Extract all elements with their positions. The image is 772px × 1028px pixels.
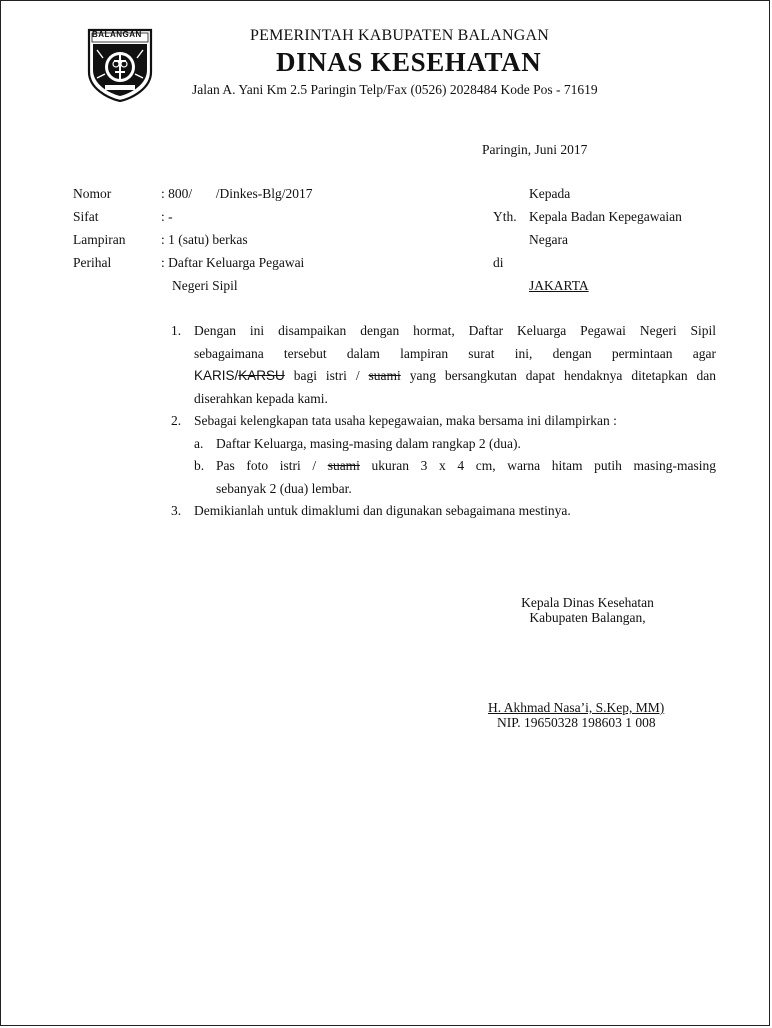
recipient-line2: Negara — [529, 232, 568, 247]
logo-label: BALANGAN — [92, 30, 142, 39]
item-number: 1. — [171, 323, 182, 338]
place-date: Paringin, Juni 2017 — [482, 142, 588, 157]
list-item — [171, 410, 716, 433]
paragraph-line: Daftar Keluarga, masing-masing dalam rangkap 2 (dua). — [216, 435, 521, 451]
suami-struck-text: suami — [327, 458, 360, 473]
recipient-city: JAKARTA — [529, 278, 589, 293]
paragraph-line: Sebagai kelengkapan tata usaha kepegawaian, maka bersama ini dilampirkan : — [194, 413, 617, 428]
list-item — [171, 500, 716, 523]
paragraph-line — [194, 365, 716, 388]
recipient-line1: Kepala Badan Kepegawaian — [529, 209, 682, 224]
signatory-nip: NIP. 19650328 198603 1 008 — [497, 715, 656, 730]
lampiran-value: : 1 (satu) berkas — [161, 232, 248, 247]
sub-list-item — [194, 433, 716, 456]
nomor-value: : 800/ /Dinkes-Blg/2017 — [161, 186, 313, 201]
suami-struck-text: suami — [368, 368, 401, 383]
address-line: Jalan A. Yani Km 2.5 Paringin Telp/Fax (0526) 2028484 Kode Pos - 71619 — [192, 82, 598, 97]
sub-item-letter: b. — [194, 458, 205, 473]
sub-list-item — [194, 455, 716, 500]
letter-body — [171, 320, 716, 523]
signature-title-1: Kepala Dinas Kesehatan — [521, 595, 654, 610]
list-item — [171, 320, 716, 410]
recipient-di: di — [493, 255, 504, 270]
paragraph-text: bagi istri / — [284, 368, 369, 383]
paragraph-text: ukuran 3 x 4 cm, warna hitam putih masing-masing — [359, 458, 716, 473]
sub-item-letter: a. — [194, 435, 204, 451]
paragraph-line: sebanyak 2 (dua) lembar. — [216, 480, 352, 496]
paragraph-line: diserahkan kepada kami. — [194, 390, 328, 406]
recipient-kepada: Kepada — [529, 186, 571, 201]
paragraph-line: Dengan ini disampaikan dengan hormat, Daftar Keluarga Pegawai Negeri Sipil — [194, 323, 716, 338]
paragraph-line — [216, 455, 716, 478]
karsu-struck-text: KARSU — [238, 368, 285, 383]
signature-title-2: Kabupaten Balangan, — [529, 610, 646, 625]
paragraph-text: yang bersangkutan dapat hendaknya ditetapkan dan — [400, 368, 717, 383]
sifat-value: : - — [161, 209, 173, 224]
lampiran-label: Lampiran — [73, 232, 126, 247]
paragraph-line: Demikianlah untuk dimaklumi dan digunakan sebagaimana mestinya. — [194, 503, 571, 518]
karis-text: KARIS/ — [194, 368, 239, 383]
perihal-label: Perihal — [73, 255, 112, 270]
paragraph-line: sebagaimana tersebut dalam lampiran surat ini, dengan permintaan agar — [194, 345, 716, 361]
paragraph-text: Pas foto istri / — [216, 458, 328, 473]
department-name: DINAS KESEHATAN — [276, 47, 542, 77]
recipient-yth: Yth. — [493, 209, 517, 224]
balangan-emblem-logo — [87, 28, 153, 102]
item-number: 2. — [171, 413, 182, 428]
perihal-value: : Daftar Keluarga Pegawai — [161, 255, 305, 270]
signatory-name: H. Akhmad Nasa’i, S.Kep, MM) — [488, 700, 665, 715]
sifat-label: Sifat — [73, 209, 99, 224]
perihal-value-continued: Negeri Sipil — [172, 278, 238, 293]
nomor-label: Nomor — [73, 186, 112, 201]
government-name: PEMERINTAH KABUPATEN BALANGAN — [250, 27, 550, 44]
item-number: 3. — [171, 503, 182, 518]
